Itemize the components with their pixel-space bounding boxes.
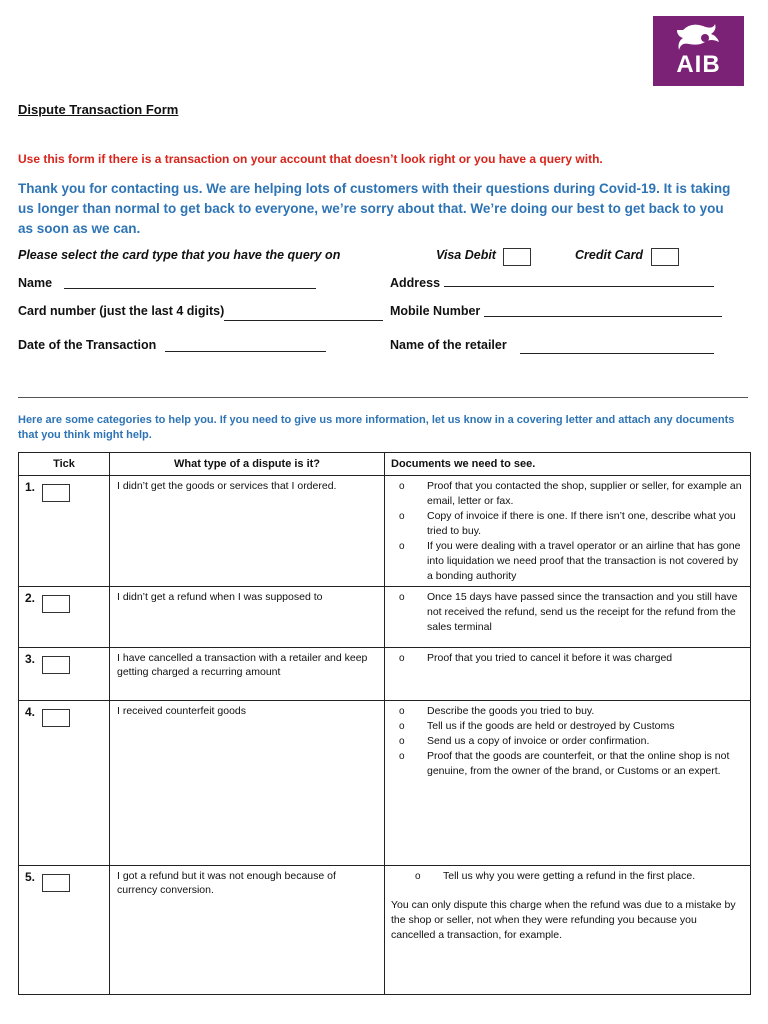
section-divider — [18, 397, 748, 398]
row-number: 1. — [25, 480, 36, 494]
table-header-row — [19, 453, 751, 476]
documents-cell — [385, 648, 751, 701]
tick-cell — [19, 476, 110, 587]
document-item: o Describe the goods you tried to buy. — [421, 704, 744, 719]
retailer-field[interactable] — [520, 353, 714, 354]
intro-text: Thank you for contacting us. We are helping lots of customers with their questions during Covid-19. It is taking us longer than normal to get back to everyone, we’re sorry about that. We’re doing our best to get back to you as soon as we can. — [18, 181, 731, 236]
visa-debit-label: Visa Debit — [436, 248, 496, 262]
warning-text: Use this form if there is a transaction on your account that doesn’t look right or you have a query with. — [18, 152, 603, 166]
tick-checkbox-4[interactable] — [42, 709, 70, 727]
dispute-type: I didn’t get a refund when I was supposed to — [110, 587, 385, 648]
header-dispute-type: What type of a dispute is it? — [110, 453, 385, 476]
dispute-table — [18, 452, 751, 995]
tick-cell — [19, 866, 110, 995]
row-number: 4. — [25, 705, 36, 719]
document-item: o Send us a copy of invoice or order confirmation. — [421, 734, 744, 749]
aib-logo — [653, 16, 744, 86]
dispute-type: I didn’t get the goods or services that I ordered. — [110, 476, 385, 587]
table-row — [19, 476, 751, 587]
dispute-type: I received counterfeit goods — [110, 701, 385, 866]
tick-checkbox-1[interactable] — [42, 484, 70, 502]
visa-debit-checkbox[interactable] — [503, 248, 531, 266]
form-title: Dispute Transaction Form — [18, 102, 179, 117]
table-row — [19, 648, 751, 701]
row-number: 3. — [25, 652, 36, 666]
address-label: Address — [390, 276, 441, 290]
tick-cell — [19, 587, 110, 648]
categories-note: Here are some categories to help you. If you need to give us more information, let us know in a covering letter and attach any documents that you think might help. — [18, 414, 735, 441]
retailer-label: Name of the retailer — [390, 338, 507, 352]
header-documents: Documents we need to see. — [385, 453, 751, 476]
document-item: o Proof that the goods are counterfeit, or that the online shop is not genuine, from the owner of the brand, or Customs or an expert. — [421, 749, 744, 779]
credit-card-label: Credit Card — [575, 248, 644, 262]
documents-cell — [385, 587, 751, 648]
card-number-label: Card number (just the last 4 digits) — [18, 304, 225, 318]
name-field[interactable] — [64, 288, 316, 289]
card-type-prompt: Please select the card type that you have the query on — [18, 248, 341, 262]
header-tick: Tick — [19, 453, 110, 476]
dispute-type: I got a refund but it was not enough because of currency conversion. — [110, 866, 385, 995]
credit-card-checkbox[interactable] — [651, 248, 679, 266]
document-item: o Once 15 days have passed since the transaction and you still have not received the refund, send us the receipt for the refund from the sales terminal — [421, 590, 744, 635]
document-item: o Proof that you contacted the shop, supplier or seller, for example an email, letter or fax. — [421, 479, 744, 509]
document-item: o Tell us if the goods are held or destroyed by Customs — [421, 719, 744, 734]
table-row — [19, 587, 751, 648]
card-number-field[interactable] — [224, 320, 383, 321]
documents-cell — [385, 866, 751, 995]
dispute-type: I have cancelled a transaction with a retailer and keep getting charged a recurring amount — [110, 648, 385, 701]
date-label: Date of the Transaction — [18, 338, 157, 352]
row-number: 5. — [25, 870, 36, 884]
tick-checkbox-3[interactable] — [42, 656, 70, 674]
tick-cell — [19, 701, 110, 866]
name-label: Name — [18, 276, 53, 290]
tick-cell — [19, 648, 110, 701]
date-field[interactable] — [165, 351, 326, 352]
logo-text: AIB — [676, 51, 721, 78]
row-number: 2. — [25, 591, 36, 605]
table-row — [19, 866, 751, 995]
mobile-label: Mobile Number — [390, 304, 481, 318]
document-item: o Proof that you tried to cancel it before it was charged — [421, 651, 744, 666]
refund-note: You can only dispute this charge when the refund was due to a mistake by the shop or seller, not when they were refunding you because you cancelled a transaction, for example. — [391, 899, 736, 941]
documents-cell — [385, 476, 751, 587]
mobile-field[interactable] — [484, 316, 722, 317]
address-field[interactable] — [444, 286, 714, 287]
documents-cell — [385, 701, 751, 866]
tick-checkbox-5[interactable] — [42, 874, 70, 892]
tick-checkbox-2[interactable] — [42, 595, 70, 613]
table-row — [19, 701, 751, 866]
document-item: o If you were dealing with a travel operator or an airline that has gone into liquidation we need proof that the transaction is not covered by a bonding authority — [421, 539, 744, 584]
document-item: o Copy of invoice if there is one. If there isn’t one, describe what you tried to buy. — [421, 509, 744, 539]
document-item: o Tell us why you were getting a refund in the first place. — [437, 869, 744, 884]
